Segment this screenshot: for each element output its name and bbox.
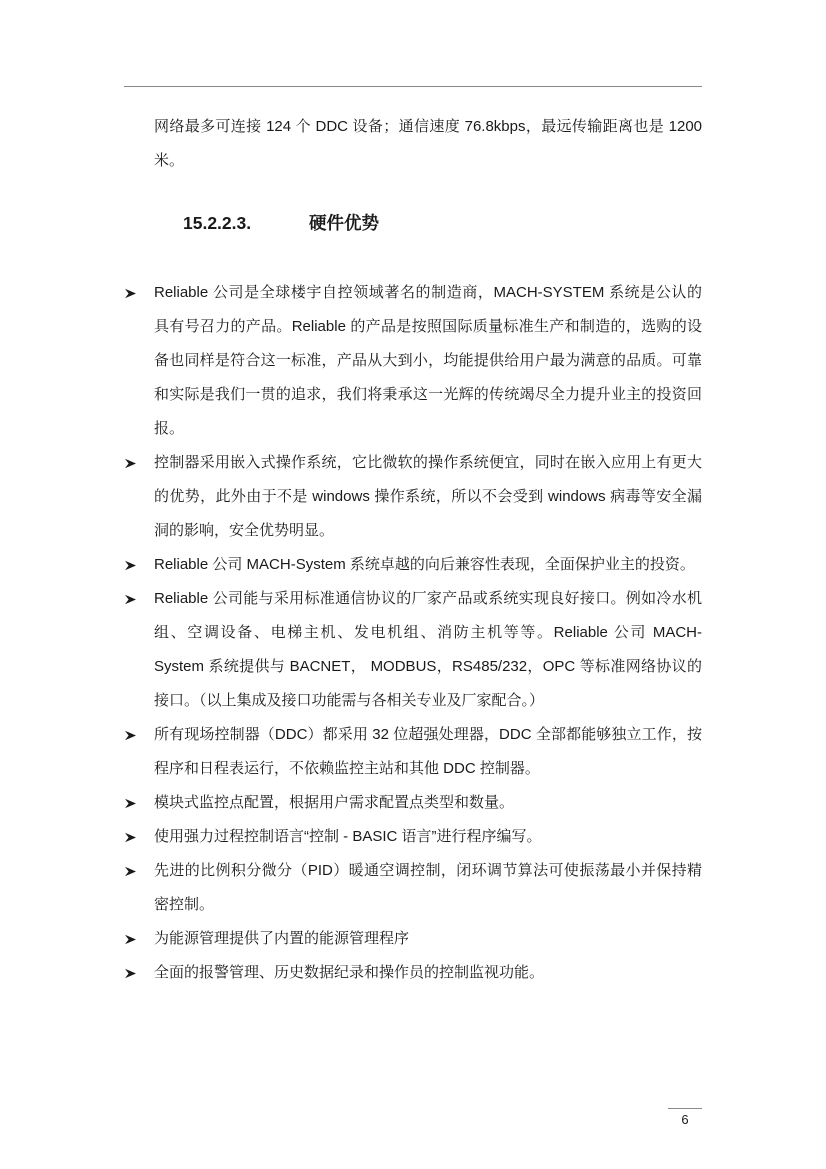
list-item <box>124 820 702 854</box>
arrowhead-bullet-icon <box>124 730 137 741</box>
list-item-text: Reliable 公司 MACH-System 系统卓越的向后兼容性表现，全面保护业主的投资。 <box>154 556 695 573</box>
section-title: 硬件优势 <box>309 213 379 233</box>
list-item-text: 使用强力过程控制语言“控制 - BASIC 语言”进行程序编写。 <box>154 828 542 845</box>
list-item <box>124 922 702 956</box>
arrowhead-bullet-icon <box>124 934 137 945</box>
list-item <box>124 276 702 446</box>
section-heading <box>183 207 379 239</box>
arrowhead-bullet-icon <box>124 968 137 979</box>
list-item <box>124 548 702 582</box>
arrowhead-bullet-icon <box>124 798 137 809</box>
section-number: 15.2.2.3. <box>183 213 252 233</box>
feature-list <box>124 276 702 990</box>
list-item-text: Reliable 公司是全球楼宇自控领域著名的制造商，MACH-SYSTEM 系统是公认的具有号召力的产品。Reliable 的产品是按照国际质量标准生产和制造的，选购的设备也同样是符合这一标准，产品从大到小，均能提供给用户最为满意的品质。可靠和实际是我们一贯的追求，我们将秉承这一光辉的传统竭尽全力提升业主的投资回报。 <box>154 284 702 437</box>
list-item-text: Reliable 公司能与采用标准通信协议的厂家产品或系统实现良好接口。例如冷水机组、空调设备、电梯主机、发电机组、消防主机等等。Reliable 公司 MACH-System 系统提供与 BACNET， MODBUS，RS485/232，OPC 等标准网络协议的接口。（以上集成及接口功能需与各相关专业及厂家配合。） <box>154 590 702 709</box>
arrowhead-bullet-icon <box>124 560 137 571</box>
list-item <box>124 446 702 548</box>
list-item-text: 控制器采用嵌入式操作系统，它比微软的操作系统便宜，同时在嵌入应用上有更大的优势，此外由于不是 windows 操作系统，所以不会受到 windows 病毒等安全漏洞的影响，安全优势明显。 <box>154 454 702 539</box>
arrowhead-bullet-icon <box>124 458 137 469</box>
list-item-text: 模块式监控点配置，根据用户需求配置点类型和数量。 <box>154 794 515 811</box>
arrowhead-bullet-icon <box>124 594 137 605</box>
arrowhead-bullet-icon <box>124 288 137 299</box>
footer-rule <box>668 1108 702 1109</box>
arrowhead-bullet-icon <box>124 866 137 877</box>
list-item <box>124 854 702 922</box>
list-item-text: 先进的比例积分微分（PID）暖通空调控制，闭环调节算法可使振荡最小并保持精密控制。 <box>154 862 702 913</box>
list-item <box>124 956 702 990</box>
list-item <box>124 582 702 718</box>
list-item <box>124 718 702 786</box>
list-item-text: 所有现场控制器（DDC）都采用 32 位超强处理器，DDC 全部都能够独立工作，按程序和日程表运行，不依赖监控主站和其他 DDC 控制器。 <box>154 726 702 777</box>
header-rule <box>124 86 702 87</box>
list-item <box>124 786 702 820</box>
arrowhead-bullet-icon <box>124 832 137 843</box>
list-item-text: 为能源管理提供了内置的能源管理程序 <box>154 930 410 947</box>
list-item-text: 全面的报警管理、历史数据纪录和操作员的控制监视功能。 <box>154 964 545 981</box>
intro-paragraph: 网络最多可连接 124 个 DDC 设备；通信速度 76.8kbps，最远传输距离也是 1200 米。 <box>154 118 702 169</box>
page-number: 6 <box>681 1112 689 1127</box>
